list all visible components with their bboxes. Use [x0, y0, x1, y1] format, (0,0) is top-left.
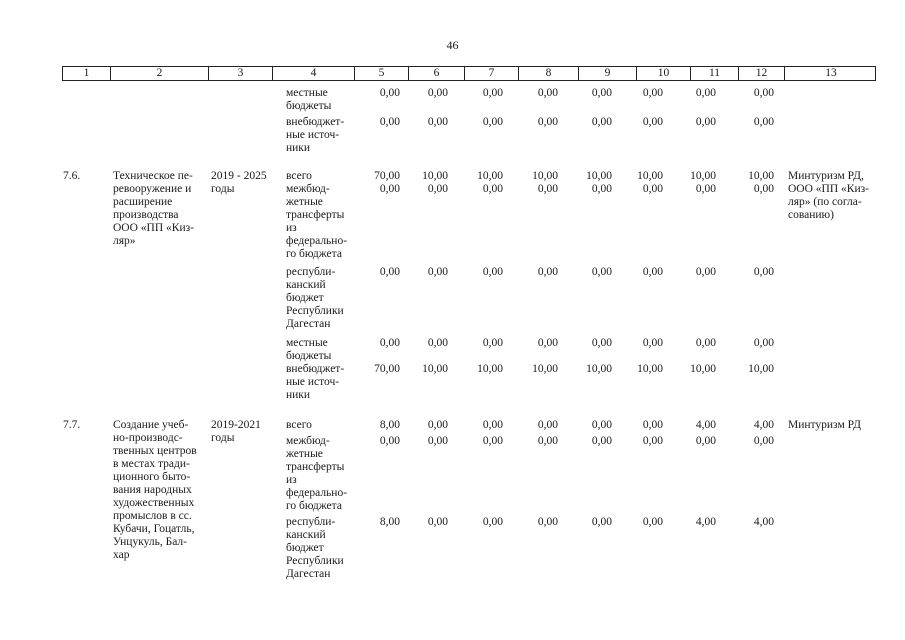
- header-cell: 3: [209, 67, 273, 80]
- amount-value: 0,00: [642, 116, 663, 128]
- amount-value: 10,00: [690, 170, 716, 182]
- amount-value: 0,00: [537, 419, 558, 431]
- header-cell: 5: [355, 67, 409, 80]
- amount-value: 4,00: [695, 419, 716, 431]
- header-cell: 1: [63, 67, 111, 80]
- amount-value: 0,00: [753, 337, 774, 349]
- amount-value: 0,00: [427, 435, 448, 447]
- header-cell: 7: [465, 67, 519, 80]
- amount-value: 0,00: [537, 435, 558, 447]
- amount-value: 10,00: [637, 363, 663, 375]
- amount-value: 0,00: [379, 87, 400, 99]
- amount-value: 10,00: [422, 363, 448, 375]
- header-cell: 2: [111, 67, 209, 80]
- page-number: 46: [446, 38, 459, 52]
- implementation-years: 2019 - 2025 годы: [211, 170, 267, 195]
- amount-value: 0,00: [482, 419, 503, 431]
- funding-source-label: местные бюджеты: [286, 337, 332, 362]
- amount-value: 0,00: [379, 337, 400, 349]
- amount-value: 0,00: [753, 116, 774, 128]
- amount-value: 10,00: [477, 363, 503, 375]
- amount-value: 0,00: [482, 266, 503, 278]
- amount-value: 0,00: [482, 183, 503, 195]
- amount-value: 0,00: [591, 337, 612, 349]
- amount-value: 10,00: [690, 363, 716, 375]
- amount-value: 0,00: [379, 435, 400, 447]
- amount-value: 0,00: [482, 87, 503, 99]
- amount-value: 0,00: [427, 419, 448, 431]
- amount-value: 0,00: [695, 87, 716, 99]
- implementation-years: 2019-2021 годы: [211, 419, 261, 444]
- amount-value: 0,00: [642, 87, 663, 99]
- amount-value: 4,00: [753, 516, 774, 528]
- amount-value: 0,00: [695, 183, 716, 195]
- amount-value: 0,00: [427, 116, 448, 128]
- amount-value: 0,00: [427, 87, 448, 99]
- amount-value: 0,00: [379, 183, 400, 195]
- funding-source-label: всего: [286, 419, 312, 431]
- amount-value: 0,00: [642, 516, 663, 528]
- amount-value: 0,00: [537, 516, 558, 528]
- amount-value: 0,00: [427, 337, 448, 349]
- amount-value: 0,00: [642, 435, 663, 447]
- amount-value: 0,00: [427, 516, 448, 528]
- amount-value: 10,00: [748, 363, 774, 375]
- header-cell: 4: [273, 67, 355, 80]
- amount-value: 0,00: [591, 87, 612, 99]
- amount-value: 4,00: [753, 419, 774, 431]
- amount-value: 0,00: [379, 266, 400, 278]
- amount-value: 0,00: [642, 419, 663, 431]
- amount-value: 0,00: [753, 266, 774, 278]
- amount-value: 0,00: [591, 116, 612, 128]
- header-cell: 10: [637, 67, 691, 80]
- amount-value: 0,00: [591, 419, 612, 431]
- amount-value: 0,00: [642, 266, 663, 278]
- header-cell: 9: [579, 67, 637, 80]
- amount-value: 10,00: [586, 170, 612, 182]
- amount-value: 0,00: [537, 183, 558, 195]
- amount-value: 70,00: [374, 363, 400, 375]
- amount-value: 0,00: [695, 337, 716, 349]
- amount-value: 0,00: [427, 183, 448, 195]
- amount-value: 0,00: [427, 266, 448, 278]
- amount-value: 10,00: [477, 170, 503, 182]
- funding-source-label: местные бюджеты: [286, 87, 332, 112]
- amount-value: 0,00: [537, 337, 558, 349]
- amount-value: 0,00: [591, 183, 612, 195]
- row-number: 7.6.: [63, 170, 81, 182]
- funding-source-label: республи- канский бюджет Республики Дагестан: [286, 516, 344, 580]
- amount-value: 10,00: [748, 170, 774, 182]
- amount-value: 0,00: [591, 266, 612, 278]
- amount-value: 0,00: [482, 337, 503, 349]
- amount-value: 0,00: [591, 435, 612, 447]
- funding-source-label: всего: [286, 170, 312, 182]
- amount-value: 0,00: [695, 116, 716, 128]
- amount-value: 0,00: [482, 116, 503, 128]
- amount-value: 0,00: [753, 435, 774, 447]
- measure-name: Техническое пе- ревооружение и расширение производства ООО «ПП «Киз- ляр»: [113, 170, 194, 247]
- header-cell: 6: [409, 67, 465, 80]
- amount-value: 0,00: [379, 116, 400, 128]
- header-cell: 12: [739, 67, 785, 80]
- amount-value: 0,00: [753, 87, 774, 99]
- header-cell: 13: [825, 67, 837, 79]
- amount-value: 10,00: [532, 363, 558, 375]
- amount-value: 0,00: [695, 435, 716, 447]
- header-cell: 8: [519, 67, 579, 80]
- funding-source-label: республи- канский бюджет Республики Дагестан: [286, 266, 344, 330]
- amount-value: 0,00: [591, 516, 612, 528]
- amount-value: 8,00: [379, 419, 400, 431]
- funding-source-label: межбюд- жетные трансферты из федерально- го бюджета: [286, 435, 348, 512]
- amount-value: 0,00: [482, 435, 503, 447]
- executor: Минтуризм РД: [788, 419, 861, 431]
- amount-value: 10,00: [586, 363, 612, 375]
- header-cell: 11: [691, 67, 739, 80]
- funding-source-label: межбюд- жетные трансферты из федерально- го бюджета: [286, 183, 348, 260]
- amount-value: 70,00: [374, 170, 400, 182]
- amount-value: 0,00: [695, 266, 716, 278]
- amount-value: 0,00: [753, 183, 774, 195]
- row-number: 7.7.: [63, 419, 81, 431]
- amount-value: 0,00: [482, 516, 503, 528]
- amount-value: 10,00: [422, 170, 448, 182]
- amount-value: 4,00: [695, 516, 716, 528]
- amount-value: 10,00: [532, 170, 558, 182]
- executor: Минтуризм РД, ООО «ПП «Киз- ляр» (по согла- сованию): [788, 170, 869, 221]
- measure-name: Создание учеб- но-производс- твенных центров в местах тради- ционного быто- вания народных художественных промыслов в сс. Кубачи, Гоцатль, Унцукуль, Бал- хар: [113, 419, 197, 561]
- amount-value: 0,00: [642, 337, 663, 349]
- amount-value: 0,00: [537, 87, 558, 99]
- amount-value: 0,00: [642, 183, 663, 195]
- table-header-row: [62, 66, 876, 81]
- amount-value: 0,00: [537, 266, 558, 278]
- funding-source-label: внебюджет- ные источ- ники: [286, 363, 345, 401]
- amount-value: 0,00: [537, 116, 558, 128]
- funding-source-label: внебюджет- ные источ- ники: [286, 116, 345, 154]
- amount-value: 10,00: [637, 170, 663, 182]
- amount-value: 8,00: [379, 516, 400, 528]
